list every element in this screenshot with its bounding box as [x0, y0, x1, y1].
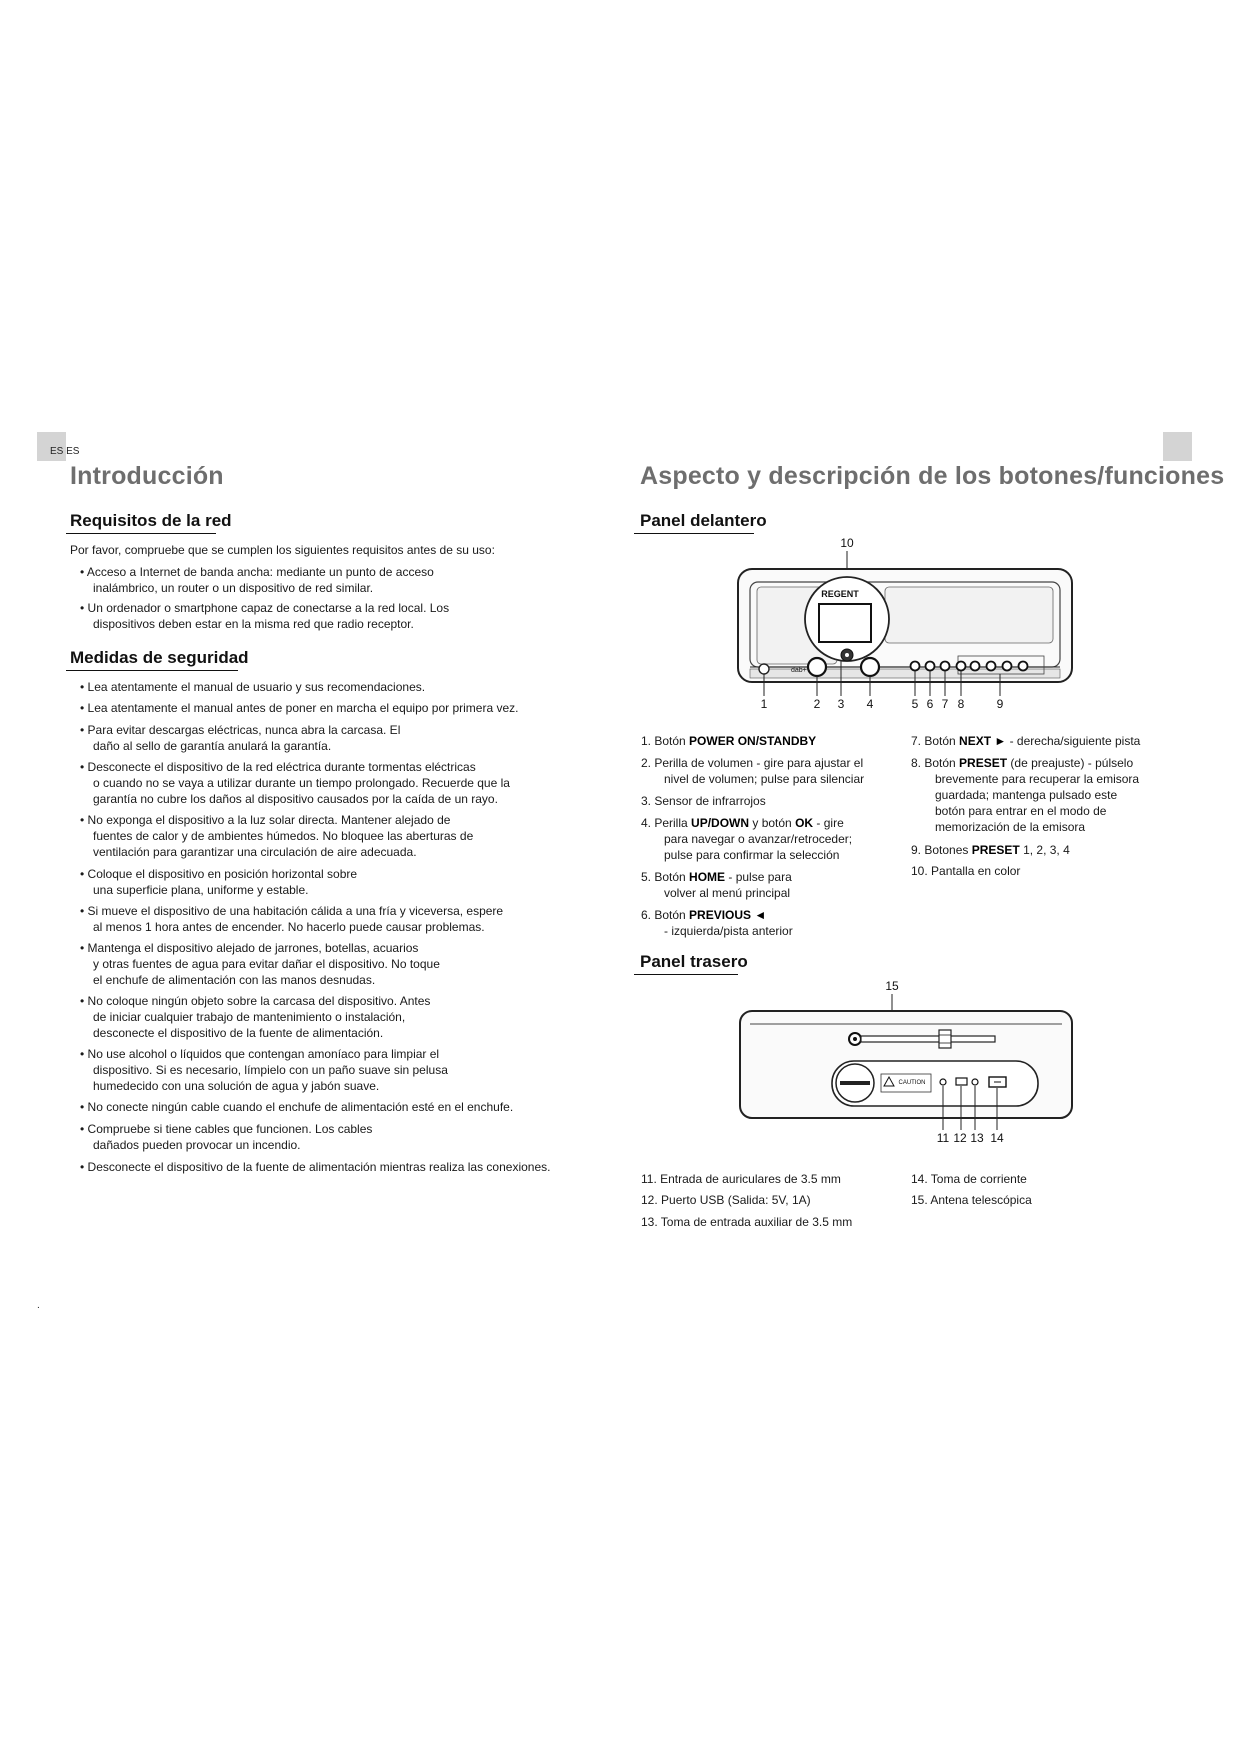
legend-text: 1, 2, 3, 4 [1019, 843, 1070, 857]
list-item-line: dispositivo. Si es necesario, límpielo con un paño suave sin pelusa [93, 1063, 448, 1077]
legend-item [641, 815, 852, 863]
list-item [80, 1159, 550, 1175]
list-item [80, 903, 503, 935]
legend-text: pulse para confirmar la selección [664, 848, 840, 862]
legend-key-label: POWER ON/STANDBY [689, 734, 817, 748]
list-item-line: • Mantenga el dispositivo alejado de jarrones, botellas, acuarios [80, 941, 419, 955]
legend-key-label: UP/DOWN [691, 816, 750, 830]
callout-12: 12 [953, 1131, 967, 1145]
callout-13: 13 [970, 1131, 984, 1145]
list-item-line: • Para evitar descargas eléctricas, nunca abra la carcasa. El [80, 723, 401, 737]
legend-key-label: PRESET [959, 756, 1008, 770]
legend-text: Perilla de volumen - gire para ajustar el [654, 756, 864, 770]
legend-key-label: HOME [689, 870, 726, 884]
legend-text: Botones [924, 843, 972, 857]
legend-item [911, 755, 1139, 835]
volume-knob [808, 658, 826, 676]
heading-underline [66, 670, 238, 671]
list-item-line: de iniciar cualquier trabajo de mantenimiento o instalación, [93, 1010, 406, 1024]
power-button [759, 664, 769, 674]
heading-rear-panel: Panel trasero [640, 952, 748, 971]
list-item-line: una superficie plana, uniforme y estable. [93, 883, 309, 897]
list-item [80, 759, 510, 807]
legend-text: Botón [654, 734, 690, 748]
legend-item [641, 733, 816, 749]
legend-text: volver al menú principal [664, 886, 791, 900]
list-item-line: al menos 1 hora antes de encender. No hacerlo puede causar problemas. [93, 920, 485, 934]
legend-item [911, 733, 1140, 749]
callout-4: 4 [866, 697, 874, 711]
list-item [80, 564, 434, 596]
list-item-line: daño al sello de garantía anulará la garantía. [93, 739, 332, 753]
legend-number: 9. [911, 843, 925, 857]
legend-item [911, 863, 1020, 879]
callout-14: 14 [990, 1131, 1004, 1145]
list-item [80, 700, 518, 716]
legend-text: Sensor de infrarrojos [654, 794, 766, 808]
legend-item: 11. Entrada de auriculares de 3.5 mm [641, 1172, 841, 1186]
callout-7: 7 [941, 697, 949, 711]
list-item-line: • No use alcohol o líquidos que contengan amoníaco para limpiar el [80, 1047, 440, 1061]
legend-text: brevemente para recuperar la emisora [935, 772, 1140, 786]
page-title-buttons-functions: Aspecto y descripción de los botones/funciones [640, 462, 1225, 490]
callout-5: 5 [911, 697, 919, 711]
list-item-line: ventilación para garantizar una circulación de aire adecuada. [93, 845, 417, 859]
legend-number: 7. [911, 734, 925, 748]
list-item-line: dispositivos deben estar en la misma red que radio receptor. [93, 617, 414, 631]
legend-item: 13. Toma de entrada auxiliar de 3.5 mm [641, 1215, 853, 1229]
list-item [80, 993, 430, 1041]
list-item-line: garantía no cubre los daños al dispositivo causados por la caída de un rayo. [93, 792, 498, 806]
legend-text: Botón [654, 908, 690, 922]
front-panel-diagram [730, 532, 1080, 716]
updown-knob [861, 658, 879, 676]
legend-text: Pantalla en color [931, 864, 1021, 878]
telescopic-antenna [861, 1036, 995, 1042]
legend-text: - pulse para [725, 870, 792, 884]
list-item-line: • Acceso a Internet de banda ancha: mediante un punto de acceso [80, 565, 434, 579]
caution-label: CAUTION [898, 1080, 926, 1086]
legend-text: Botón [924, 756, 960, 770]
legend-key-label: NEXT ► [959, 734, 1007, 748]
legend-item [911, 842, 1070, 858]
callout-1: 1 [760, 697, 768, 711]
legend-number: 3. [641, 794, 655, 808]
callout-8: 8 [957, 697, 965, 711]
legend-text: - gire [813, 816, 844, 830]
list-item-line: • Lea atentamente el manual de usuario y sus recomendaciones. [80, 680, 426, 694]
list-item-line: dañados pueden provocar un incendio. [93, 1138, 301, 1152]
legend-number: 1. [641, 734, 655, 748]
page-tab-right [1163, 432, 1192, 461]
callout-11: 11 [936, 1131, 950, 1145]
page-title-introduccion: Introducción [70, 462, 224, 490]
callout-9: 9 [996, 697, 1004, 711]
legend-number: 6. [641, 908, 655, 922]
list-item [80, 1046, 448, 1094]
list-item-line: • No coloque ningún objeto sobre la carcasa del dispositivo. Antes [80, 994, 431, 1008]
callout-10: 10 [840, 536, 854, 550]
dab-logo: dab+ [791, 667, 807, 674]
heading-network-requirements: Requisitos de la red [70, 511, 232, 530]
list-item-line: desconecte el dispositivo de la fuente de alimentación. [93, 1026, 384, 1040]
brand-logo: REGENT [821, 589, 859, 599]
headphone-jack [940, 1079, 946, 1085]
legend-text: para navegar o avanzar/retroceder; [664, 832, 853, 846]
list-item-line: • Desconecte el dispositivo de la fuente de alimentación mientras realiza las conexiones. [80, 1160, 551, 1174]
legend-item [641, 869, 792, 901]
list-item-line: o cuando no se vaya a utilizar durante un tiempo prolongado. Recuerde que la [93, 776, 510, 790]
legend-text: Botón [924, 734, 960, 748]
legend-number: 8. [911, 756, 925, 770]
list-item [80, 600, 449, 632]
legend-text: Perilla [654, 816, 692, 830]
list-item-line: • Desconecte el dispositivo de la red eléctrica durante tormentas eléctricas [80, 760, 476, 774]
legend-text: memorización de la emisora [935, 820, 1086, 834]
list-item-line: • Coloque el dispositivo en posición horizontal sobre [80, 867, 358, 881]
list-item [80, 940, 440, 988]
usb-port [956, 1078, 967, 1085]
legend-number: 10. [911, 864, 932, 878]
list-item-line: el enchufe de alimentación con las manos desnudas. [93, 973, 376, 987]
legend-key-label: PREVIOUS ◄ [689, 908, 767, 922]
legend-key-label: PRESET [971, 843, 1020, 857]
legend-text: nivel de volumen; pulse para silenciar [664, 772, 865, 786]
callout-6: 6 [926, 697, 934, 711]
heading-front-panel: Panel delantero [640, 511, 767, 530]
list-item [80, 866, 357, 898]
list-item-line: inalámbrico, un router o un dispositivo de red similar. [93, 581, 374, 595]
network-intro: Por favor, compruebe que se cumplen los siguientes requisitos antes de su uso: [70, 543, 495, 557]
list-item-line: • Lea atentamente el manual antes de poner en marcha el equipo por primera vez. [80, 701, 519, 715]
legend-item: 12. Puerto USB (Salida: 5V, 1A) [641, 1193, 811, 1207]
legend-item [641, 907, 793, 939]
legend-text: botón para entrar en el modo de [935, 804, 1107, 818]
list-item-line: • No exponga el dispositivo a la luz solar directa. Mantener alejado de [80, 813, 451, 827]
footer-mark: . [37, 1300, 40, 1311]
list-item [80, 722, 400, 754]
legend-key-label: OK [795, 816, 814, 830]
legend-text: - izquierda/pista anterior [664, 924, 793, 938]
legend-number: 5. [641, 870, 655, 884]
legend-text: y botón [749, 816, 796, 830]
language-code: ES ES [50, 446, 80, 457]
list-item [80, 1099, 513, 1115]
heading-safety-measures: Medidas de seguridad [70, 648, 249, 667]
legend-item [641, 755, 864, 787]
legend-number: 4. [641, 816, 655, 830]
legend-text: Botón [654, 870, 690, 884]
callout-2: 2 [813, 697, 821, 711]
list-item-line: • Compruebe si tiene cables que funcionen. Los cables [80, 1122, 373, 1136]
legend-text: guardada; mantenga pulsado este [935, 788, 1118, 802]
list-item-line: • Si mueve el dispositivo de una habitación cálida a una fría y viceversa, espere [80, 904, 504, 918]
heading-underline [66, 533, 216, 534]
callout-15: 15 [885, 979, 899, 993]
rear-panel-diagram [730, 976, 1080, 1156]
legend-number: 2. [641, 756, 655, 770]
list-item [80, 1121, 372, 1153]
heading-underline [634, 974, 738, 975]
list-item [80, 812, 473, 860]
list-item-line: fuentes de calor y de ambientes húmedos. No bloquee las aberturas de [93, 829, 474, 843]
legend-item [641, 793, 766, 809]
legend-item: 15. Antena telescópica [911, 1193, 1032, 1207]
color-screen [819, 604, 871, 642]
list-item-line: y otras fuentes de agua para evitar dañar el dispositivo. No toque [93, 957, 440, 971]
list-item-line: humedecido con una solución de agua y jabón suave. [93, 1079, 380, 1093]
callout-3: 3 [837, 697, 845, 711]
list-item-line: • No conecte ningún cable cuando el enchufe de alimentación esté en el enchufe. [80, 1100, 514, 1114]
list-item [80, 679, 425, 695]
list-item-line: • Un ordenador o smartphone capaz de conectarse a la red local. Los [80, 601, 450, 615]
legend-item: 14. Toma de corriente [911, 1172, 1027, 1186]
aux-jack [972, 1079, 978, 1085]
legend-text: - derecha/siguiente pista [1006, 734, 1141, 748]
legend-text: (de preajuste) - púlselo [1007, 756, 1134, 770]
